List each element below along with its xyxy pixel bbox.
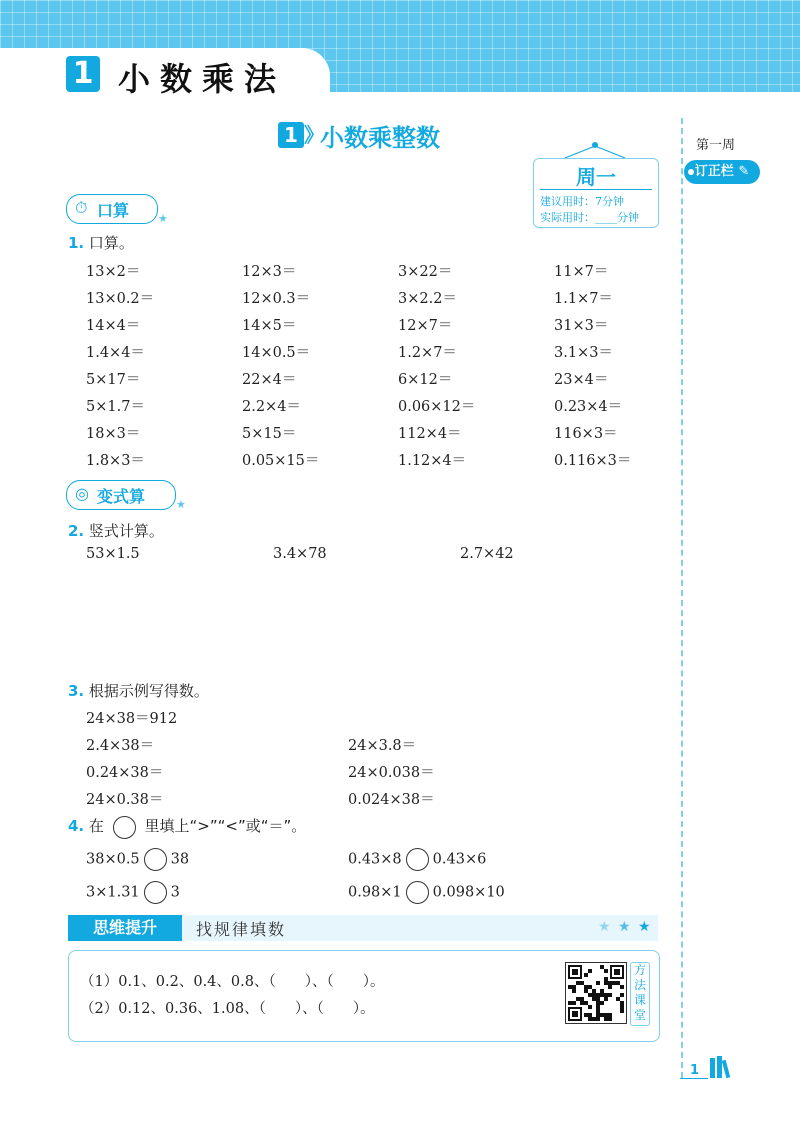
compare-1 — [86, 848, 189, 871]
compare-3 — [86, 881, 180, 904]
star-icon: ★ — [598, 919, 611, 935]
oral-problem: 11×7＝ — [554, 264, 609, 280]
q3-left-1: 2.4×38＝ — [86, 738, 155, 754]
q3-right-1: 24×3.8＝ — [348, 738, 417, 754]
correction-label-text: 订正栏 — [694, 164, 734, 179]
correction-dot — [688, 169, 694, 175]
oral-problem: 5×1.7＝ — [86, 399, 145, 415]
example-equation: 24×38＝912 — [86, 711, 178, 727]
oral-problem: 14×0.5＝ — [242, 345, 311, 361]
section-variant-label: 变式算 — [97, 487, 146, 506]
compare-4-right: 0.098×10 — [432, 884, 505, 901]
oral-problem: 12×3＝ — [242, 264, 297, 280]
compare-2-left: 0.43×8 — [348, 851, 402, 868]
actual-time: 实际用时：____分钟 — [540, 211, 639, 224]
method-class-label — [630, 962, 650, 1026]
compare-1-right: 38 — [170, 851, 190, 868]
star-icon: ★ — [158, 212, 168, 225]
section-tag-oral — [66, 194, 158, 224]
compare-2-right: 0.43×6 — [432, 851, 487, 868]
pattern-line-1: （1）0.1、0.2、0.4、0.8、（ ）、（ ）。 — [80, 974, 385, 990]
lesson-chevron: 》 — [304, 123, 324, 147]
compare-1-left: 38×0.5 — [86, 851, 140, 868]
section-oral-label: 口算 — [97, 201, 130, 220]
oral-problem: 112×4＝ — [398, 426, 462, 442]
hanger-icon — [560, 140, 630, 160]
question-3 — [68, 680, 209, 701]
question-4-post: 里填上“>”“<”或“＝”。 — [144, 817, 307, 835]
question-4 — [68, 815, 306, 839]
pencil-icon: ✎ — [738, 164, 750, 179]
oral-problem: 1.8×3＝ — [86, 453, 145, 469]
day-box — [533, 158, 659, 228]
oral-problem: 5×17＝ — [86, 372, 141, 388]
oral-problem: 0.116×3＝ — [554, 453, 632, 469]
qr-code-icon — [565, 962, 627, 1024]
answer-circle[interactable] — [144, 848, 167, 871]
star-icon: ★ — [618, 919, 631, 935]
lesson-number: 1 — [278, 122, 304, 148]
method-char-1: 方 — [633, 963, 646, 977]
target-icon: ◎ — [75, 484, 89, 503]
oral-problem: 2.2×4＝ — [242, 399, 301, 415]
question-1-text: 口算。 — [88, 234, 134, 252]
vertical-calc-1: 53×1.5 — [86, 546, 140, 562]
question-3-number: 3. — [68, 682, 85, 700]
method-char-3: 课 — [633, 993, 646, 1007]
oral-problem: 5×15＝ — [242, 426, 297, 442]
thinking-subtitle: 找规律填数 — [196, 920, 287, 939]
pattern-line-2: （2）0.12、0.36、1.08、（ ）、（ ）。 — [80, 1001, 375, 1017]
oral-problem: 12×0.3＝ — [242, 291, 311, 307]
q3-left-3: 24×0.38＝ — [86, 792, 164, 808]
oral-problem: 3.1×3＝ — [554, 345, 613, 361]
oral-problem: 116×3＝ — [554, 426, 618, 442]
oral-problem: 0.05×15＝ — [242, 453, 320, 469]
lesson-title: 小数乘整数 — [320, 124, 440, 152]
compare-4-left: 0.98×1 — [348, 884, 402, 901]
chapter-number: 1 — [66, 56, 100, 92]
oral-problem: 1.12×4＝ — [398, 453, 467, 469]
oral-problem: 0.23×4＝ — [554, 399, 623, 415]
oral-problem: 14×5＝ — [242, 318, 297, 334]
question-1 — [68, 232, 134, 253]
oral-problem: 13×2＝ — [86, 264, 141, 280]
thinking-label: 思维提升 — [68, 915, 182, 941]
vertical-calc-2: 3.4×78 — [273, 546, 327, 562]
margin-divider — [681, 118, 683, 1078]
oral-problem: 22×4＝ — [242, 372, 297, 388]
oral-problem: 3×22＝ — [398, 264, 453, 280]
day-name: 周一 — [576, 165, 616, 189]
oral-problem: 18×3＝ — [86, 426, 141, 442]
question-2 — [68, 520, 164, 541]
answer-circle[interactable] — [144, 881, 167, 904]
answer-circle — [113, 816, 136, 839]
oral-problem: 14×4＝ — [86, 318, 141, 334]
q3-left-2: 0.24×38＝ — [86, 765, 164, 781]
compare-2 — [348, 848, 486, 871]
page-number: 1 — [690, 1063, 700, 1078]
answer-circle[interactable] — [406, 848, 429, 871]
compare-3-right: 3 — [170, 884, 180, 901]
question-2-text: 竖式计算。 — [88, 522, 164, 540]
compare-3-left: 3×1.31 — [86, 884, 140, 901]
oral-problem: 6×12＝ — [398, 372, 453, 388]
books-icon — [710, 1056, 736, 1078]
day-divider — [540, 189, 652, 190]
oral-problem: 23×4＝ — [554, 372, 609, 388]
oral-problem: 3×2.2＝ — [398, 291, 457, 307]
star-icon: ★ — [638, 919, 651, 935]
oral-problem: 13×0.2＝ — [86, 291, 155, 307]
section-tag-variant — [66, 480, 176, 510]
question-4-number: 4. — [68, 817, 85, 835]
q3-right-3: 0.024×38＝ — [348, 792, 435, 808]
oral-problem: 0.06×12＝ — [398, 399, 476, 415]
question-4-pre: 在 — [88, 817, 104, 835]
week-label: 第一周 — [696, 138, 736, 153]
method-char-4: 堂 — [633, 1008, 646, 1022]
oral-problem: 1.2×7＝ — [398, 345, 457, 361]
q3-right-2: 24×0.038＝ — [348, 765, 435, 781]
question-3-text: 根据示例写得数。 — [88, 682, 209, 700]
stopwatch-icon: ⏱ — [75, 198, 88, 217]
oral-problem: 1.1×7＝ — [554, 291, 613, 307]
question-1-number: 1. — [68, 234, 85, 252]
vertical-calc-3: 2.7×42 — [460, 546, 514, 562]
method-char-2: 法 — [633, 978, 646, 992]
page-number-underline — [680, 1078, 708, 1079]
correction-column-label — [684, 160, 760, 184]
star-icon: ★ — [176, 498, 186, 511]
oral-problem: 1.4×4＝ — [86, 345, 145, 361]
answer-circle[interactable] — [406, 881, 429, 904]
chapter-title: 小数乘法 — [118, 60, 287, 98]
compare-4 — [348, 881, 505, 904]
oral-problem: 31×3＝ — [554, 318, 609, 334]
question-2-number: 2. — [68, 522, 85, 540]
suggested-time: 建议用时：7分钟 — [540, 195, 624, 208]
oral-problem: 12×7＝ — [398, 318, 453, 334]
